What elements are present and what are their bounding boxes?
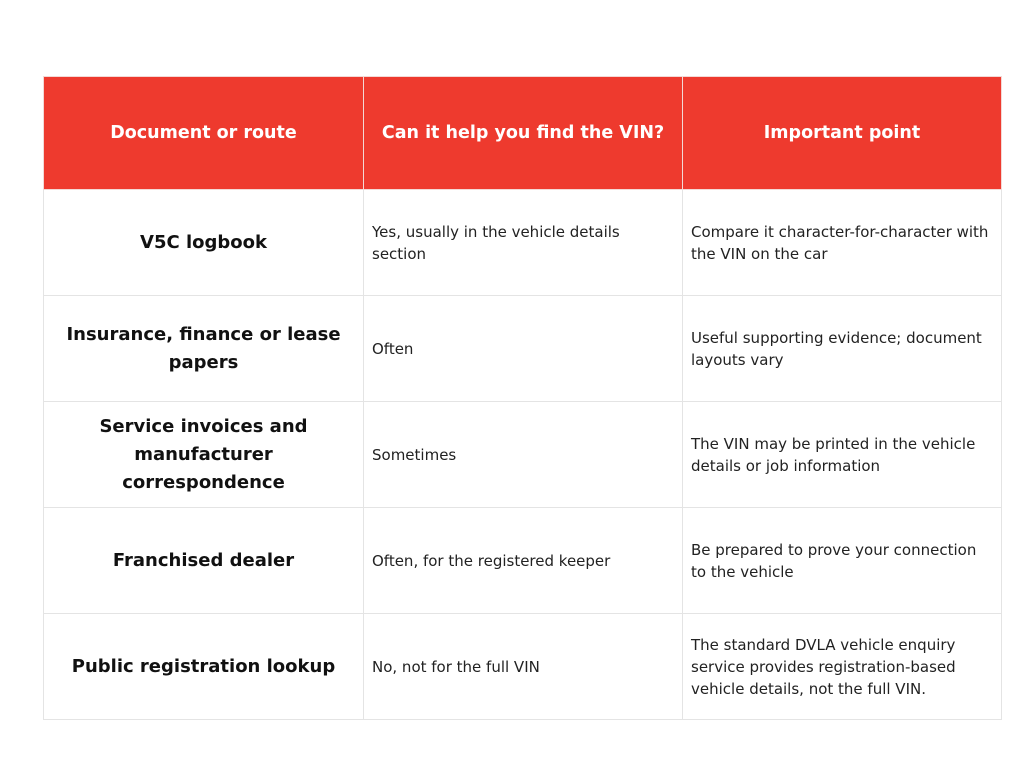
route-cell: V5C logbook: [44, 190, 364, 296]
help-cell: Often, for the registered keeper: [364, 508, 683, 614]
help-cell: Sometimes: [364, 402, 683, 508]
route-cell: Franchised dealer: [44, 508, 364, 614]
help-cell: No, not for the full VIN: [364, 614, 683, 720]
help-cell: Often: [364, 296, 683, 402]
header-row: [44, 77, 1002, 190]
table-row: [44, 190, 1002, 296]
header-important-point: Important point: [683, 77, 1002, 190]
route-cell: Service invoices and manufacturer correspondence: [44, 402, 364, 508]
point-cell: The standard DVLA vehicle enquiry service provides registration-based vehicle details, not the full VIN.: [683, 614, 1002, 720]
table-row: [44, 402, 1002, 508]
point-cell: Useful supporting evidence; document layouts vary: [683, 296, 1002, 402]
point-cell: Compare it character-for-character with the VIN on the car: [683, 190, 1002, 296]
table-body: [44, 190, 1002, 720]
point-cell: Be prepared to prove your connection to the vehicle: [683, 508, 1002, 614]
header-document-or-route: Document or route: [44, 77, 364, 190]
header-can-help-find-vin: Can it help you find the VIN?: [364, 77, 683, 190]
route-cell: Insurance, finance or lease papers: [44, 296, 364, 402]
vin-sources-table: [43, 76, 1002, 720]
point-cell: The VIN may be printed in the vehicle details or job information: [683, 402, 1002, 508]
table-row: [44, 508, 1002, 614]
table-row: [44, 296, 1002, 402]
table-row: [44, 614, 1002, 720]
table-header: [44, 77, 1002, 190]
help-cell: Yes, usually in the vehicle details section: [364, 190, 683, 296]
route-cell: Public registration lookup: [44, 614, 364, 720]
